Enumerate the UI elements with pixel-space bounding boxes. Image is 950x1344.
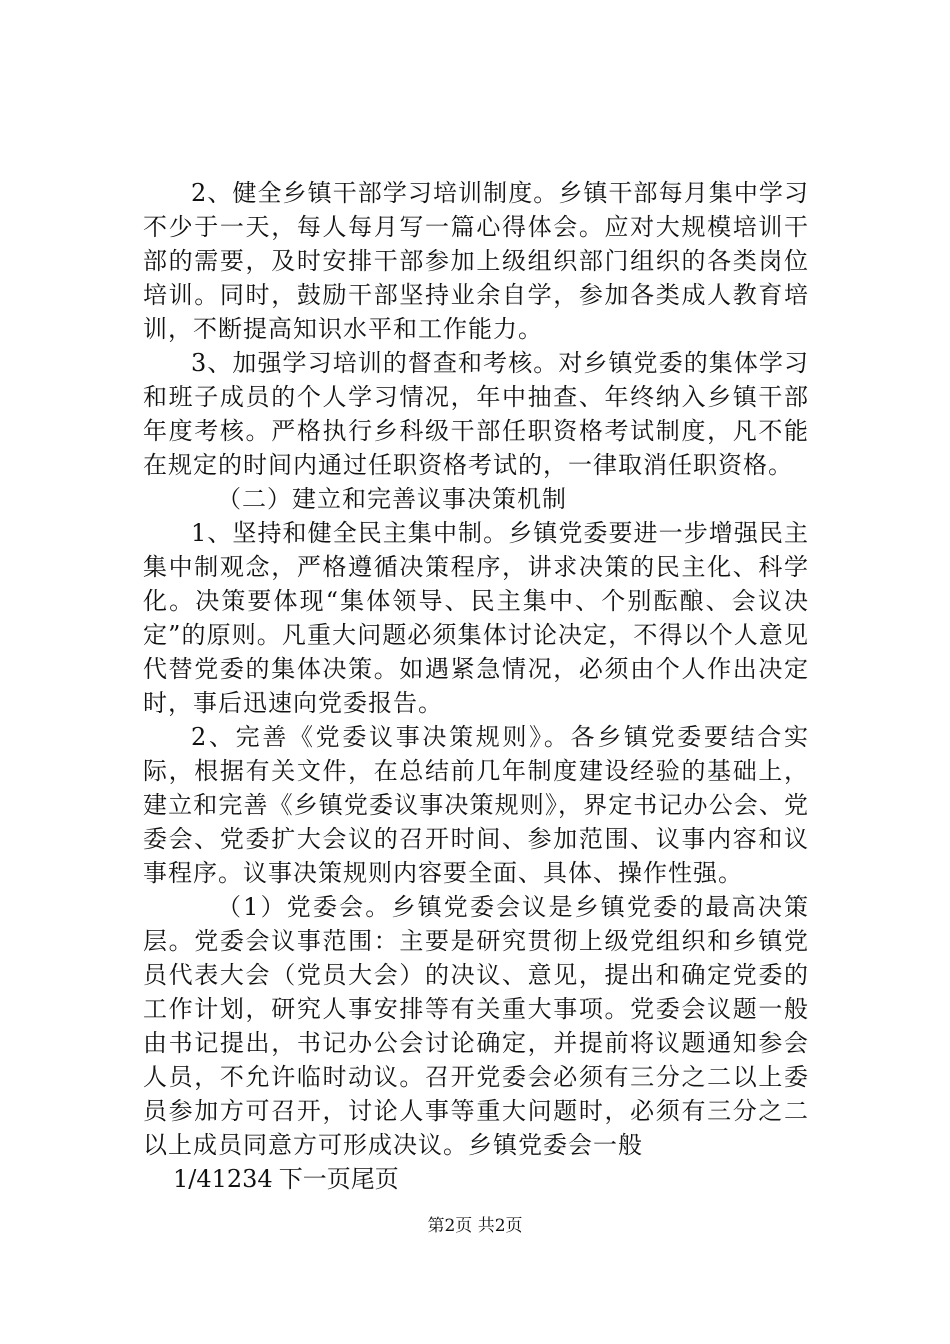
page-indicator: 1/41234 (173, 1165, 273, 1193)
paragraph-democratic-centralism: 1、坚持和健全民主集中制。乡镇党委要进一步增强民主集中制观念，严格遵循决策程序，讲求决策的民主化、科学化。决策要体现“集体领导、民主集中、个别酝酿、会议决定”的原则。凡重大问题必须集体讨论决定，不得以个人意见代替党委的集体决策。如遇紧急情况，必须由个人作出决定时，事后迅速向党委报告。 (143, 519, 809, 717)
paragraph-party-committee-meeting: （1）党委会。乡镇党委会议是乡镇党委的最高决策层。党委会议事范围：主要是研究贯彻上级党组织和乡镇党员代表大会（党员大会）的决议、意见，提出和确定党委的工作计划，研究人事安排等有关重大事项。党委会议题一般由书记提出，书记办公会讨论确定，并提前将议题通知参会人员，不允许临时动议。召开党委会必须有三分之二以上委员参加方可召开，讨论人事等重大问题时，必须有三分之二以上成员同意方可形成决议。乡镇党委会一般 (143, 893, 809, 1159)
next-last-page-link[interactable]: 下一页尾页 (278, 1165, 399, 1193)
paragraph-study-training-system: 2、健全乡镇干部学习培训制度。乡镇干部每月集中学习不少于一天，每人每月写一篇心得体会。应对大规模培训干部的需要，及时安排干部参加上级组织部门组织的各类岗位培训。同时，鼓励干部坚持业余自学，参加各类成人教育培训，不断提高知识水平和工作能力。 (143, 179, 809, 343)
paragraph-decision-rules: 2、完善《党委议事决策规则》。各乡镇党委要结合实际，根据有关文件，在总结前几年制度建设经验的基础上，建立和完善《乡镇党委议事决策规则》，界定书记办公会、党委会、党委扩大会议的召开时间、参加范围、议事内容和议事程序。议事决策规则内容要全面、具体、操作性强。 (143, 723, 809, 887)
section-heading-decision-mechanism: （二）建立和完善议事决策机制 (217, 485, 567, 513)
pagination-bar (143, 1162, 809, 1196)
document-body (143, 176, 809, 1196)
paragraph-study-supervision: 3、加强学习培训的督查和考核。对乡镇党委的集体学习和班子成员的个人学习情况，年中抽查、年终纳入乡镇干部年度考核。严格执行乡科级干部任职资格考试制度，凡不能在规定的时间内通过任职资格考试的，一律取消任职资格。 (143, 349, 809, 479)
page-footer: 第2页 共2页 (427, 1216, 523, 1236)
